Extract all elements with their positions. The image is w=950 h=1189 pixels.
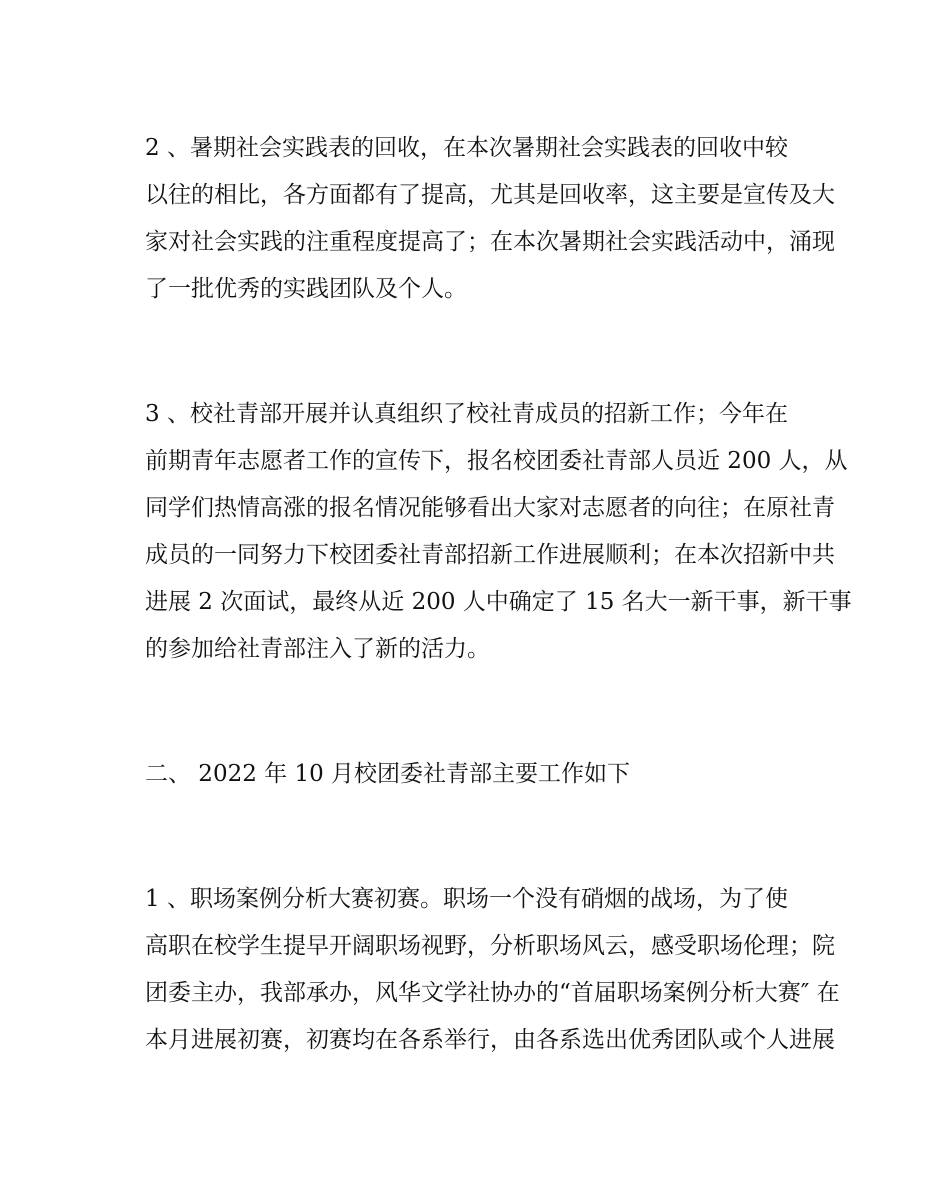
paragraph-4-line-3: 团委主办，我部承办，风华文学社协办的“首届职场案例分析大赛″ 在 [145, 980, 840, 1006]
paragraph-4-line-2: 高职在校学生提早开阔职场视野，分析职场风云，感受职场伦理；院 [145, 933, 835, 959]
paragraph-3-line-1: 3 、校社青部开展并认真组织了校社青成员的招新工作；今年在 [145, 401, 788, 427]
paragraph-3-line-5: 进展 2 次面试，最终从近 200 人中确定了 15 名大一新干事，新干事 [145, 589, 852, 615]
paragraph-4-line-4: 本月进展初赛，初赛均在各系举行，由各系选出优秀团队或个人进展 [145, 1027, 835, 1053]
paragraph-3-line-4: 成员的一同努力下校团委社青部招新工作进展顺利；在本次招新中共 [145, 542, 835, 568]
paragraph-2-line-3: 家对社会实践的注重程度提高了；在本次暑期社会实践活动中，涌现 [145, 229, 835, 255]
paragraph-3-line-2: 前期青年志愿者工作的宣传下，报名校团委社青部人员近 200 人，从 [145, 448, 848, 474]
paragraph-2-line-4: 了一批优秀的实践团队及个人。 [145, 276, 467, 302]
paragraph-2-line-2: 以往的相比，各方面都有了提高，尤其是回收率，这主要是宣传及大 [145, 182, 835, 208]
paragraph-2-line-1: 2 、暑期社会实践表的回收，在本次暑期社会实践表的回收中较 [145, 135, 788, 161]
paragraph-3-line-3: 同学们热情高涨的报名情况能够看出大家对志愿者的向往；在原社青 [145, 495, 835, 521]
section-heading: 二、 2022 年 10 月校团委社青部主要工作如下 [145, 761, 631, 787]
paragraph-3-line-6: 的参加给社青部注入了新的活力。 [145, 636, 490, 662]
paragraph-4-line-1: 1 、职场案例分析大赛初赛。职场一个没有硝烟的战场，为了使 [145, 886, 788, 912]
